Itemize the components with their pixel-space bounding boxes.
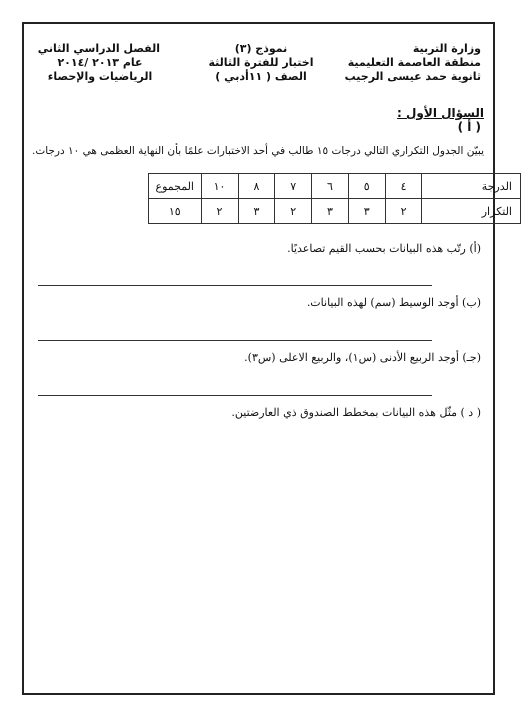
table-cell: ٣ [238, 199, 275, 224]
item-d: ( د ) مثّل هذه البيانات بمخطط الصندوق ذي العارضتين. [231, 406, 481, 419]
question-title: السؤال الأول : [397, 106, 484, 120]
district-name: منطقة العاصمة التعليمية [347, 56, 481, 69]
table-cell: ٢ [385, 199, 422, 224]
grade-label: الصف ( ١١أدبي ) [215, 70, 307, 83]
exam-name: اختبار للفترة الثالثة [208, 56, 314, 69]
item-b: (ب) أوجد الوسيط (سم) لهذه البيانات. [306, 296, 481, 309]
table-row [149, 174, 521, 199]
semester-label: الفصل الدراسي الثاني [37, 42, 160, 55]
academic-year: عام ٢٠١٣ /٢٠١٤ [57, 56, 143, 69]
table-cell: ٦ [312, 174, 349, 199]
item-c: (جـ) أوجد الربيع الأدنى (س١)، والربيع الاعلى (س٣). [244, 351, 481, 364]
header-right [345, 42, 481, 84]
table-header-grade: الدرجة [422, 174, 521, 199]
table-cell: ٢ [201, 199, 238, 224]
table-cell: ٧ [275, 174, 312, 199]
model-number: نموذج (٣) [234, 42, 288, 55]
table-cell: ٤ [385, 174, 422, 199]
frequency-table [148, 173, 521, 224]
table-cell: ٣ [348, 199, 385, 224]
table-header-total: المجموع [149, 174, 202, 199]
table-cell: ٢ [275, 199, 312, 224]
subject-name: الرياضيات والإحصاء [47, 70, 153, 83]
table-cell: ٥ [348, 174, 385, 199]
table-cell: ٨ [238, 174, 275, 199]
ministry-name: وزارة التربية [412, 42, 481, 55]
answer-line [38, 340, 432, 341]
header-left [37, 42, 160, 84]
table-cell: ٣ [312, 199, 349, 224]
question-part: ( أ ) [457, 120, 481, 134]
question-intro: يبيّن الجدول التكراري التالي درجات ١٥ طالب في أحد الاختبارات علمًا بأن النهاية العظمى هي ١٠ درجات. [31, 145, 484, 157]
table-total-value: ١٥ [149, 199, 202, 224]
school-name: ثانوية حمد عيسى الرجيب [344, 70, 481, 83]
header-center [186, 42, 336, 84]
answer-line [38, 285, 432, 286]
table-header-frequency: التكرار [422, 199, 521, 224]
item-a: (أ) رتّب هذه البيانات بحسب القيم تصاعديًا. [287, 242, 481, 255]
table-row [149, 199, 521, 224]
answer-line [38, 395, 432, 396]
table-cell: ١٠ [201, 174, 238, 199]
